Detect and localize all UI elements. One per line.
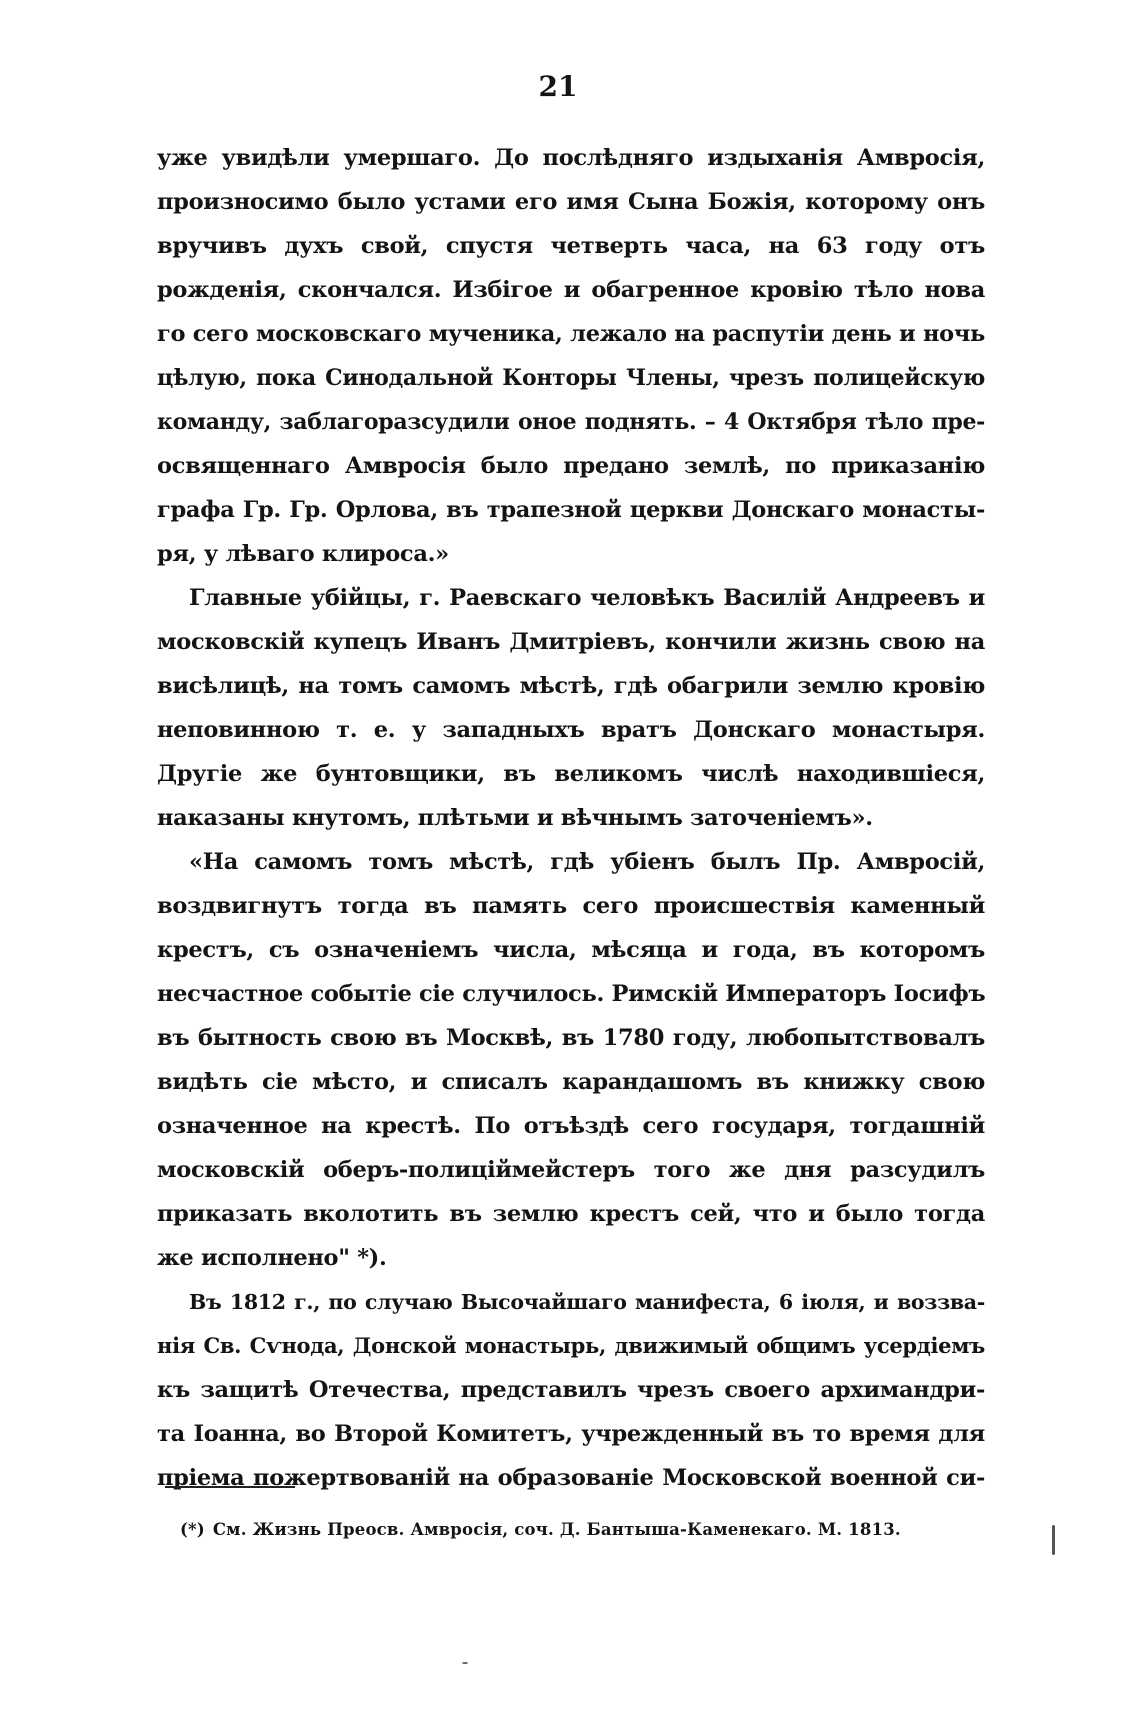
text-line: нія Св. Сѵнода, Донской монастырь, движимый общимъ усердіемъ <box>157 1333 985 1358</box>
print-speck <box>1052 1525 1055 1555</box>
page-number: 21 <box>538 70 578 103</box>
text-line: наказаны кнутомъ, плѣтьми и вѣчнымъ заточеніемъ». <box>157 805 873 831</box>
text-line: та Іоанна, во Второй Комитетъ, учрежденный въ то время для <box>157 1421 985 1447</box>
footnote <box>180 1520 990 1539</box>
text-line: крестъ, съ означеніемъ числа, мѣсяца и года, въ которомъ <box>157 937 985 963</box>
text-line: вручивъ духъ свой, спустя четверть часа, на 63 году отъ <box>157 233 985 259</box>
text-line: Въ 1812 г., по случаю Высочайшаго манифеста, 6 іюля, и воззва- <box>189 1290 985 1314</box>
body-text <box>157 136 985 1500</box>
text-line: къ защитѣ Отечества, представилъ чрезъ своего архимандри- <box>157 1377 985 1403</box>
text-line: команду, заблагоразсудили оное поднять. – 4 Октября тѣло пре- <box>157 409 985 435</box>
text-line: графа Гр. Гр. Орлова, въ трапезной церкви Донскаго монасты- <box>157 497 985 523</box>
text-line: цѣлую, пока Синодальной Конторы Члены, чрезъ полицейскую <box>157 365 985 391</box>
footnote-marker: (*) <box>180 1520 205 1539</box>
text-line: приказать вколотить въ землю крестъ сей, что и было тогда <box>157 1201 985 1227</box>
text-line: «На самомъ томъ мѣстѣ, гдѣ убіенъ былъ Пр. Амвросій, <box>189 849 985 875</box>
text-line: московскій оберъ-полицiймейстеръ того же дня разсудилъ <box>157 1157 985 1183</box>
text-line: неповинною т. е. у западныхъ вратъ Донскаго монастыря. <box>157 717 985 743</box>
footnote-text: См. Жизнь Преосв. Амвросія, соч. Д. Бантыша-Каменекаго. М. 1813. <box>212 1520 901 1539</box>
text-line: освященнаго Амвросія было предано землѣ, по приказанію <box>157 453 985 479</box>
text-line: видѣть сіе мѣсто, и списалъ карандашомъ въ книжку свою <box>157 1069 985 1095</box>
text-line: рожденія, скончался. Избiгое и обагренное кровію тѣло нова <box>157 277 985 303</box>
text-line: произносимо было устами его имя Сына Божія, которому онъ <box>157 189 985 215</box>
text-line: Другіе же бунтовщики, въ великомъ числѣ находившіеся, <box>157 761 985 787</box>
text-line: означенное на крестѣ. По отъѣздѣ сего государя, тогдашній <box>157 1113 985 1139</box>
footnote-divider <box>165 1486 295 1488</box>
text-line: несчастное событіе сіе случилось. Римскій Императоръ Іосифъ <box>157 981 986 1007</box>
text-line: Главные убійцы, г. Раевскаго человѣкъ Василій Андреевъ и <box>189 585 985 611</box>
print-speck <box>462 1662 468 1664</box>
text-line: московскій купецъ Иванъ Дмитріевъ, кончили жизнь свою на <box>157 629 985 655</box>
text-line: же исполнено" *). <box>157 1245 387 1271</box>
text-line: висѣлицѣ, на томъ самомъ мѣстѣ, гдѣ обагрили землю кровію <box>157 673 985 699</box>
text-line: пріема пожертвованій на образованіе Московской военной си- <box>157 1465 985 1491</box>
text-line: го сего московскаго мученика, лежало на распутіи день и ночь <box>157 321 985 347</box>
text-line: уже увидѣли умершаго. До послѣдняго издыханія Амвросія, <box>157 145 985 171</box>
text-line: воздвигнутъ тогда въ память сего происшествія каменный <box>157 893 985 919</box>
text-line: ря, у лѣваго клироса.» <box>157 541 449 567</box>
text-line: въ бытность свою въ Москвѣ, въ 1780 году, любопытствовалъ <box>157 1025 985 1051</box>
